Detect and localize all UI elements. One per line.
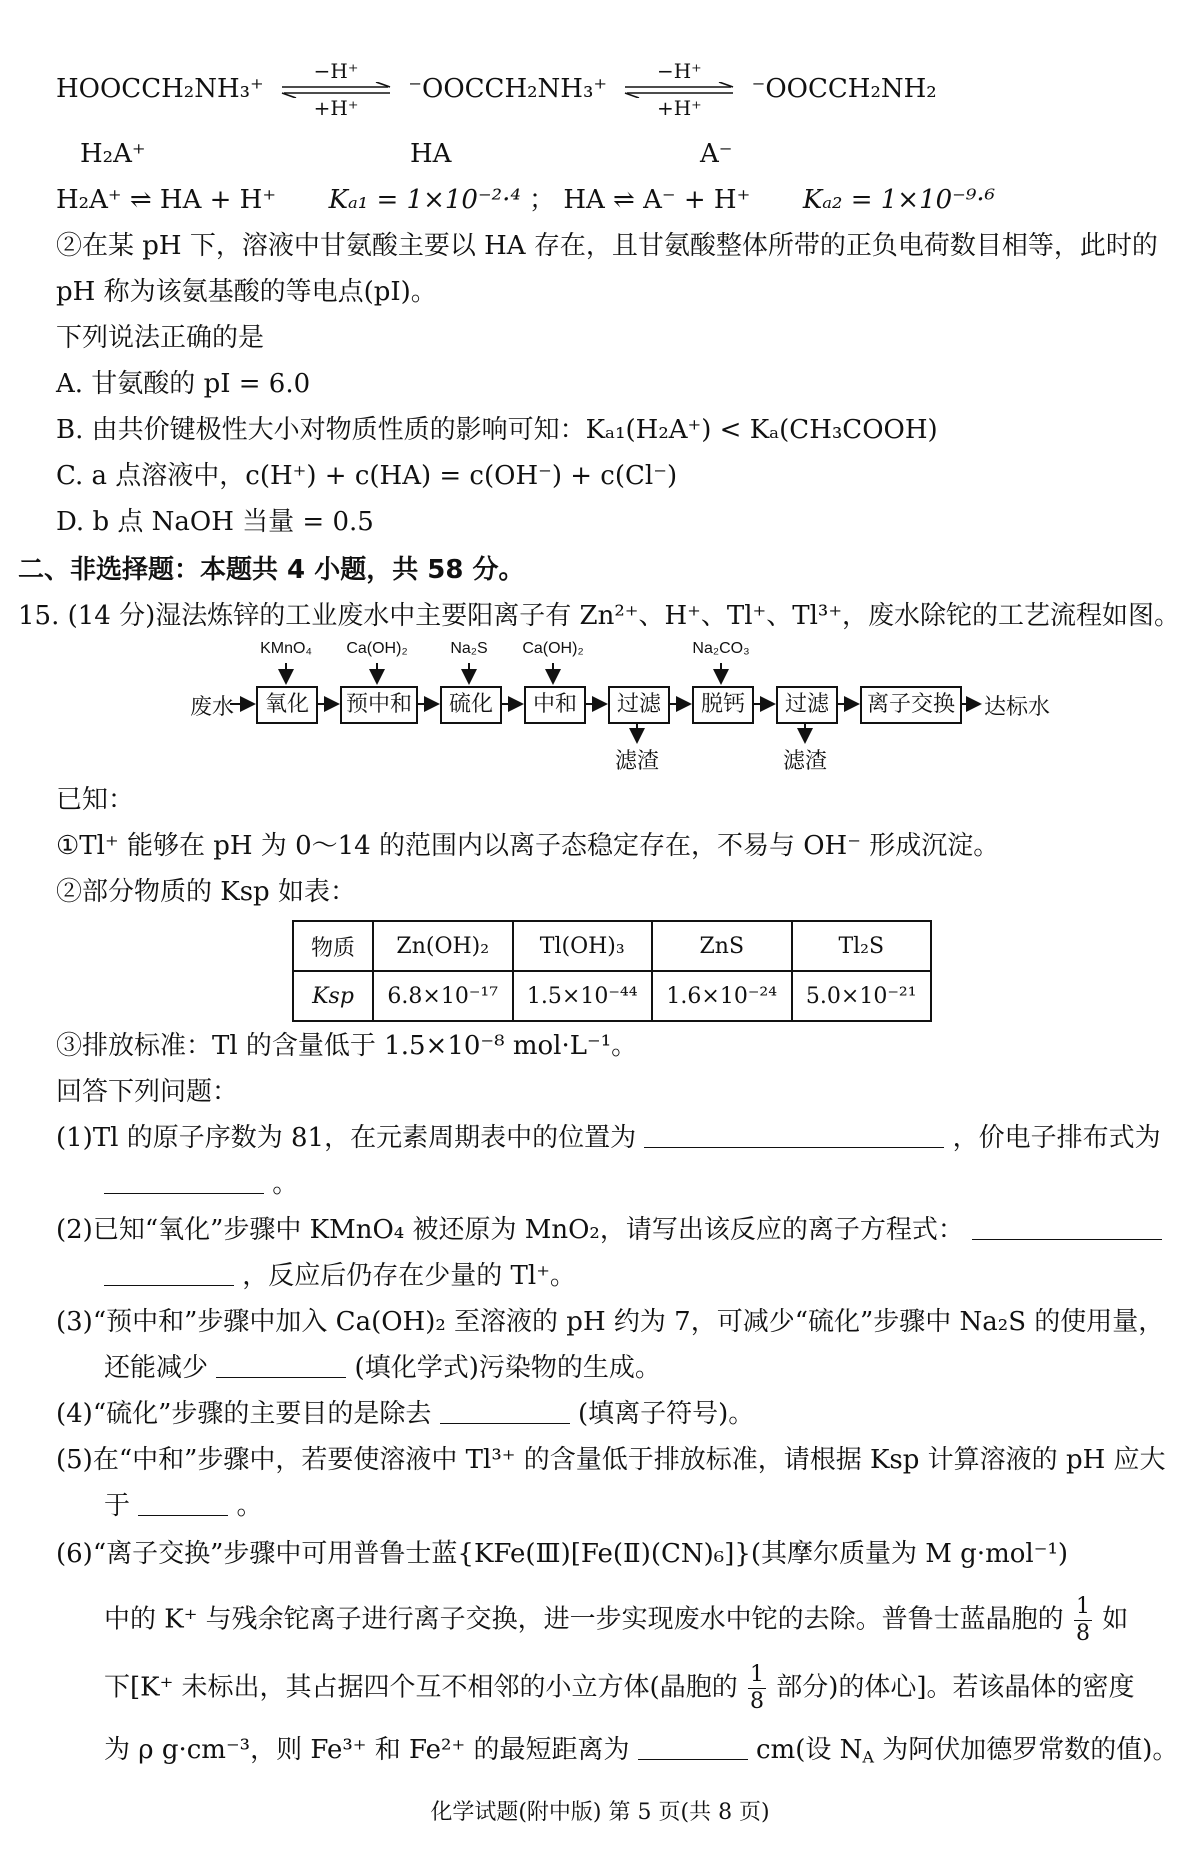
flow-connectors xyxy=(0,0,1200,800)
table-header-cell: ZnS xyxy=(652,921,792,971)
page-footer: 化学试题(附中版) 第 5 页(共 8 页) xyxy=(430,1800,770,1825)
q1-line-2 xyxy=(104,1170,298,1200)
q6-line-1: (6)“离子交换”步骤中可用普鲁士蓝{KFe(Ⅲ)[Fe(Ⅱ)(CN)₆]}(其摩尔质量为 M g·mol⁻¹) xyxy=(56,1539,1069,1569)
q15-intro: 15. (14 分)湿法炼锌的工业废水中主要阳离子有 Zn²⁺、H⁺、Tl⁺、Tl³⁺，废水除铊的工艺流程如图。 xyxy=(18,601,1181,631)
species-label-h2a: H₂A⁺ xyxy=(80,139,146,169)
q1-text-c: 。 xyxy=(272,1169,299,1199)
ka2-value: Kₐ₂ = 1×10⁻⁹·⁶ xyxy=(802,185,996,215)
flow-step-oxidation: 氧化 xyxy=(256,686,318,724)
species-label-a: A⁻ xyxy=(700,139,733,169)
flow-step-ion-exchange: 离子交换 xyxy=(860,686,962,724)
table-header-cell: 物质 xyxy=(293,921,373,971)
glycine-h2a-formula: HOOCCH₂NH₃⁺ xyxy=(56,74,264,104)
flow-step-pre-neutralize: 预中和 xyxy=(340,686,418,724)
q6-text-b: 中的 K⁺ 与残余铊离子进行离子交换，进一步实现废水中铊的去除。普鲁士蓝晶胞的 xyxy=(104,1604,1064,1635)
q1-line-1 xyxy=(56,1124,1161,1154)
q6-text-c: 下[K⁺ 未标出，其占据四个互不相邻的小立方体(晶胞的 xyxy=(104,1672,738,1703)
q2-text-a: (2)已知“氧化”步骤中 KMnO₄ 被还原为 MnO₂，请写出该反应的离子方程式： xyxy=(56,1215,964,1245)
q6-text-e: cm(设 N xyxy=(755,1735,863,1765)
arrow-top-label: −H⁺ xyxy=(656,59,702,83)
q1-answer-blank-1[interactable] xyxy=(644,1125,944,1148)
q6-line-2 xyxy=(104,1596,1128,1645)
q5-line-2 xyxy=(104,1492,263,1522)
glycine-ha-formula: ⁻OOCCH₂NH₃⁺ xyxy=(408,74,608,104)
note-2-line-2: pH 称为该氨基酸的等电点(pI)。 xyxy=(56,277,437,307)
table-row xyxy=(293,971,931,1021)
known-title: 已知： xyxy=(56,785,135,815)
flow-output-label: 达标水 xyxy=(984,695,1051,720)
q6-answer-blank[interactable] xyxy=(638,1737,748,1760)
table-header-cell: Zn(OH)₂ xyxy=(373,921,513,971)
q1-text-b: ，价电子排布式为 xyxy=(952,1123,1161,1153)
arrow-top-label: −H⁺ xyxy=(313,59,359,83)
known-2: ②部分物质的 Ksp 如表： xyxy=(56,877,356,907)
flow-step-neutralize: 中和 xyxy=(524,686,586,724)
residue-label-2: 滤渣 xyxy=(783,749,828,774)
answer-prompt: 回答下列问题： xyxy=(56,1077,239,1107)
option-c: C. a 点溶液中，c(H⁺) + c(HA) = c(OH⁻) + c(Cl⁻) xyxy=(56,461,678,491)
q3-text-c: (填化学式)污染物的生成。 xyxy=(354,1353,661,1383)
ka1-value: Kₐ₁ = 1×10⁻²·⁴ xyxy=(328,185,521,215)
table-cell: Ksp xyxy=(293,971,373,1021)
equilibrium-arrow-1 xyxy=(276,59,396,120)
reagent-caoh2-1: Ca(OH)₂ xyxy=(346,640,408,657)
ka1-equation: H₂A⁺ ⇌ HA + H⁺ xyxy=(56,185,277,215)
known-1: ①Tl⁺ 能够在 pH 为 0～14 的范围内以离子态稳定存在，不易与 OH⁻ 形成沉淀。 xyxy=(56,831,1000,861)
q1-text-a: (1)Tl 的原子序数为 81，在元素周期表中的位置为 xyxy=(56,1123,637,1153)
q4-answer-blank[interactable] xyxy=(440,1401,570,1424)
q3-answer-blank[interactable] xyxy=(216,1355,346,1378)
arrow-bottom-label: +H⁺ xyxy=(656,96,702,120)
table-cell: 1.5×10⁻⁴⁴ xyxy=(513,971,653,1021)
q6-line-4 xyxy=(104,1736,1178,1767)
q6-text-c-end: 部分)的体心]。若该晶体的密度 xyxy=(776,1672,1135,1703)
q6-text-b-end: 如 xyxy=(1102,1604,1129,1635)
ka-separator: ； xyxy=(529,185,556,215)
ka-line xyxy=(56,186,995,216)
process-flow-diagram xyxy=(0,0,1200,800)
arrow-bottom-label: +H⁺ xyxy=(313,96,359,120)
q6-text-f: 为阿伏加德罗常数的值)。 xyxy=(874,1735,1179,1765)
reagent-na2s: Na₂S xyxy=(450,640,488,657)
flow-step-decalcify: 脱钙 xyxy=(692,686,754,724)
glycine-equilibrium xyxy=(56,59,937,120)
reagent-na2co3: Na₂CO₃ xyxy=(692,640,750,657)
q2-answer-blank-2[interactable] xyxy=(104,1263,234,1286)
ksp-table xyxy=(292,920,932,1022)
q5-text-c: 。 xyxy=(236,1491,263,1521)
q4-text-b: (填离子符号)。 xyxy=(577,1399,755,1429)
flow-input-label: 废水 xyxy=(190,695,235,720)
q6-line-3 xyxy=(104,1664,1135,1713)
residue-label-1: 滤渣 xyxy=(615,749,660,774)
q2-answer-blank-1[interactable] xyxy=(972,1217,1162,1240)
option-a: A. 甘氨酸的 pI = 6.0 xyxy=(56,369,311,399)
table-header-cell: Tl₂S xyxy=(792,921,932,971)
q2-line-1 xyxy=(56,1216,1162,1246)
table-cell: 5.0×10⁻²¹ xyxy=(792,971,932,1021)
q4-text-a: (4)“硫化”步骤的主要目的是除去 xyxy=(56,1399,432,1429)
q5-answer-blank[interactable] xyxy=(138,1493,228,1516)
ka2-equation: HA ⇌ A⁻ + H⁺ xyxy=(563,185,751,215)
flow-step-filter-2: 过滤 xyxy=(776,686,838,724)
option-b: B. 由共价键极性大小对物质性质的影响可知：Kₐ₁(H₂A⁺) < Kₐ(CH₃COOH) xyxy=(56,415,938,445)
q3-line-1: (3)“预中和”步骤中加入 Ca(OH)₂ 至溶液的 pH 约为 7，可减少“硫化”步骤中 Na₂S 的使用量， xyxy=(56,1307,1165,1337)
fraction-one-eighth: $\frac{1}{8}$ xyxy=(1075,1594,1090,1646)
q2-text-b: ，反应后仍存在少量的 Tl⁺。 xyxy=(242,1261,576,1291)
q5-line-1: (5)在“中和”步骤中，若要使溶液中 Tl³⁺ 的含量低于排放标准，请根据 Ksp 计算溶液的 pH 应大 xyxy=(56,1445,1166,1475)
table-cell: 6.8×10⁻¹⁷ xyxy=(373,971,513,1021)
fraction-one-eighth: $\frac{1}{8}$ xyxy=(749,1662,764,1714)
table-row xyxy=(293,921,931,971)
reagent-caoh2-2: Ca(OH)₂ xyxy=(522,640,584,657)
reagent-kmno4: KMnO₄ xyxy=(260,640,312,657)
q4-line xyxy=(56,1400,754,1430)
section-title: 二、非选择题：本题共 4 小题，共 58 分。 xyxy=(18,555,525,585)
flow-step-filter-1: 过滤 xyxy=(608,686,670,724)
question-stem: 下列说法正确的是 xyxy=(56,323,265,353)
q3-line-2 xyxy=(104,1354,661,1384)
equilibrium-arrow-2 xyxy=(619,59,739,120)
option-d: D. b 点 NaOH 当量 = 0.5 xyxy=(56,507,374,537)
table-header-cell: Tl(OH)₃ xyxy=(513,921,653,971)
q6-text-d: 为 ρ g·cm⁻³，则 Fe³⁺ 和 Fe²⁺ 的最短距离为 xyxy=(104,1735,630,1765)
q1-answer-blank-2[interactable] xyxy=(104,1171,264,1194)
q6-text-e-sub: A xyxy=(862,1747,874,1767)
table-cell: 1.6×10⁻²⁴ xyxy=(652,971,792,1021)
q2-line-2 xyxy=(104,1262,576,1292)
q3-text-b: 还能减少 xyxy=(104,1353,209,1383)
note-2-line-1: ②在某 pH 下，溶液中甘氨酸主要以 HA 存在，且甘氨酸整体所带的正负电荷数目相等，此时的 xyxy=(56,231,1158,261)
q5-text-b: 于 xyxy=(104,1491,131,1521)
glycine-a-formula: ⁻OOCCH₂NH₂ xyxy=(751,74,937,104)
known-3: ③排放标准：Tl 的含量低于 1.5×10⁻⁸ mol·L⁻¹。 xyxy=(56,1031,638,1061)
species-label-ha: HA xyxy=(410,139,452,169)
flow-step-sulfidation: 硫化 xyxy=(440,686,502,724)
